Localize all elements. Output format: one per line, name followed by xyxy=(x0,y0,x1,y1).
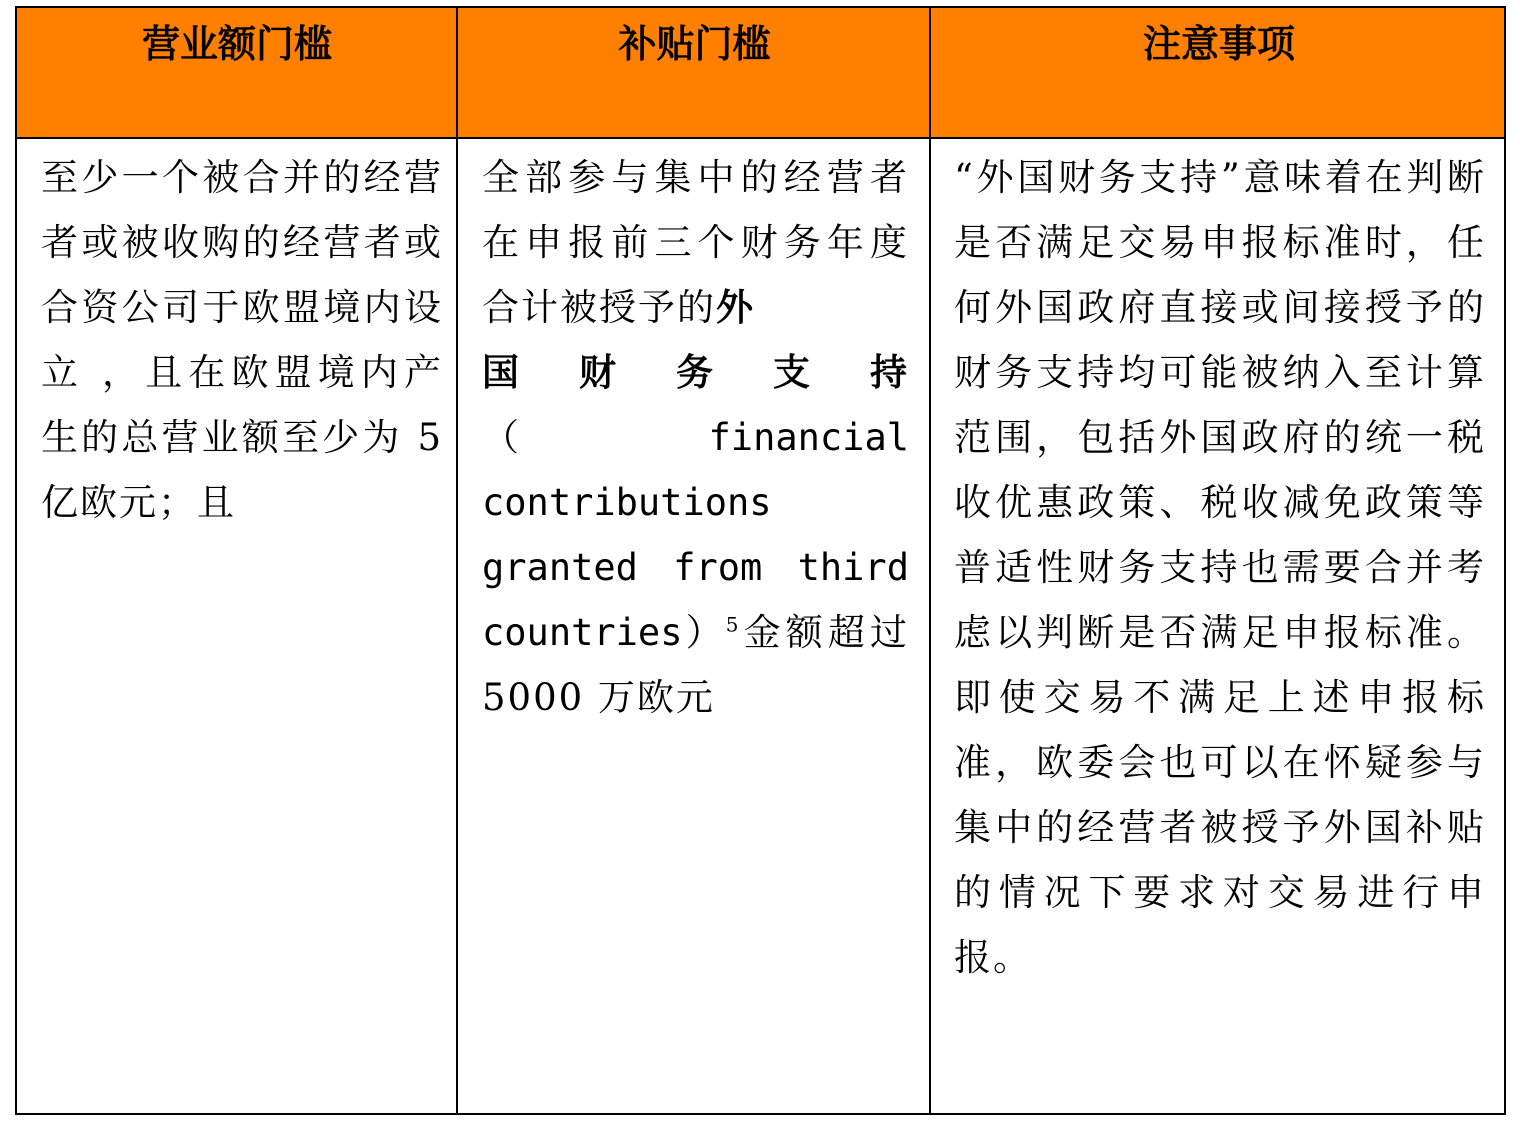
footnote-marker: 5 xyxy=(725,612,741,637)
english-word-third: third xyxy=(797,546,909,589)
bold-char-chi: 持 xyxy=(870,351,909,394)
header-turnover-threshold: 营业额门槛 xyxy=(141,22,332,66)
header-notes: 注意事项 xyxy=(1142,22,1295,66)
bold-char-cai: 财 xyxy=(579,351,618,394)
english-word-countries: countries） xyxy=(482,611,726,654)
english-line-3 xyxy=(482,535,909,600)
bold-char-wu: 务 xyxy=(676,351,715,394)
subsidy-text-after: 金额超过 5000 万欧元 xyxy=(482,611,910,719)
table-header-row xyxy=(17,8,1504,139)
english-word-financial: financial xyxy=(708,416,909,459)
bold-foreign-financial-support xyxy=(482,340,909,405)
english-line-4 xyxy=(482,600,909,730)
turnover-threshold-cell: 至少一个被合并的经营者或被收购的经营者或合资公司于欧盟境内设立 ，且在欧盟境内产生的总营业额至少为 5 亿欧元；且 xyxy=(41,156,443,524)
bold-char-guo: 国 xyxy=(482,351,521,394)
bold-char-zhi: 支 xyxy=(773,351,812,394)
english-word-granted: granted xyxy=(482,546,638,589)
thresholds-table xyxy=(15,6,1506,1115)
subsidy-threshold-cell xyxy=(458,139,931,730)
english-word-from: from xyxy=(673,546,763,589)
header-subsidy-threshold: 补贴门槛 xyxy=(618,22,771,66)
english-word-contributions: contributions xyxy=(482,481,772,524)
english-line-1 xyxy=(482,405,909,470)
subsidy-text-before: 全部参与集中的经营者在申报前三个财务年度合计被授予的 xyxy=(482,156,909,329)
notes-cell: “外国财务支持”意味着在判断是否满足交易申报标准时，任何外国政府直接或间接授予的财务支持均可能被纳入至计算范围，包括外国政府的统一税收优惠政策、税收减免政策等普适性财务支持也需要合并考虑以判断是否满足申报标准。即使交易不满足上述申报标准，欧委会也可以在怀疑参与集中的经营者被授予外国补贴的情况下要求对交易进行申报。 xyxy=(954,156,1486,979)
bold-char-wai: 外 xyxy=(716,286,755,329)
paren-open: （ xyxy=(482,416,521,459)
